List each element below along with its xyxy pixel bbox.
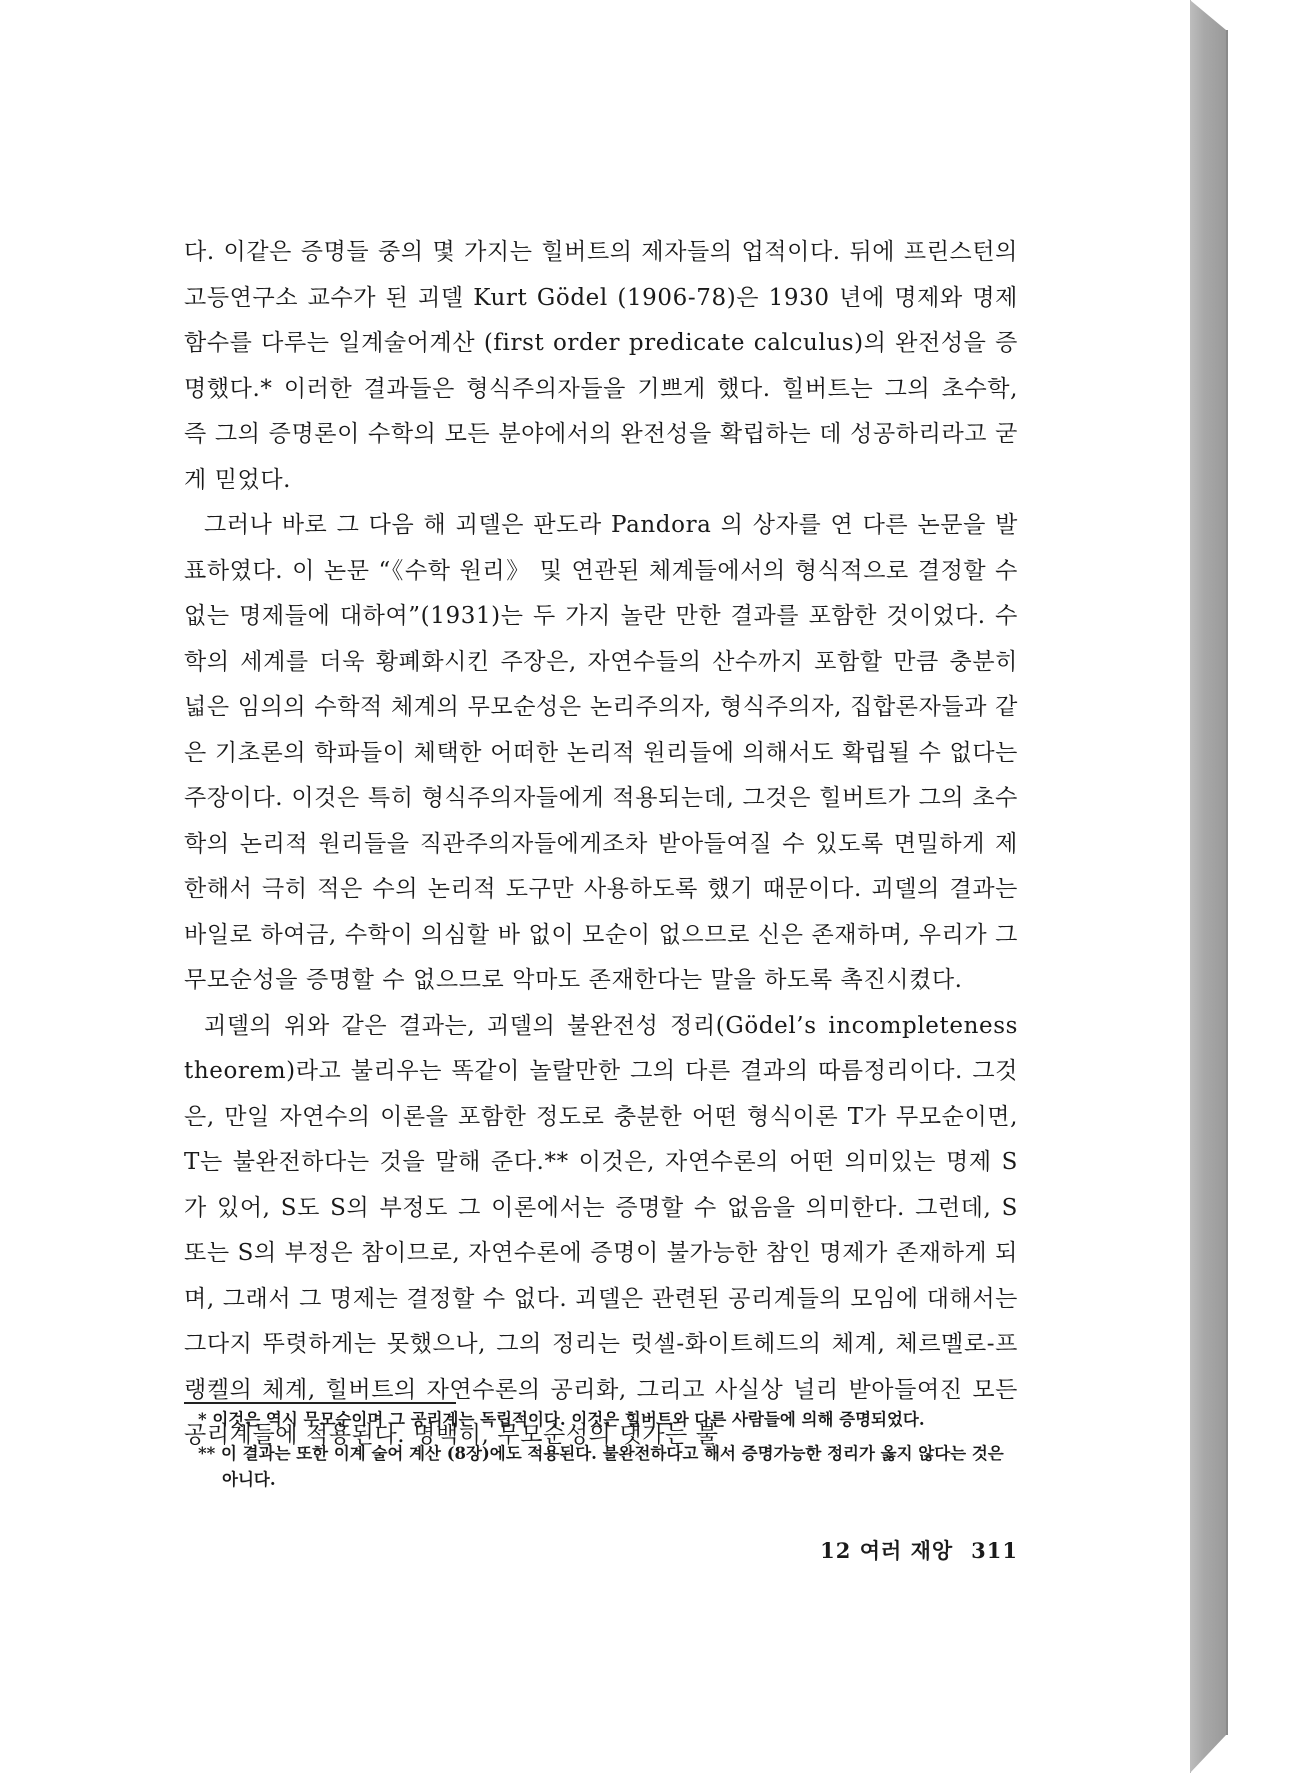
running-footer	[808, 1535, 1018, 1565]
chapter-title: 12 여러 재앙	[820, 1538, 954, 1563]
paragraph-1: 다. 이같은 증명들 중의 몇 가지는 힐버트의 제자들의 업적이다. 뒤에 프린스턴의 고등연구소 교수가 된 괴델 Kurt Gödel (1906-78)은 1930 년에 명제와 명제함수를 다루는 일계술어계산 (first order predicate calculus)의 완전성을 증명했다.* 이러한 결과들은 형식주의자들을 기쁘게 했다. 힐버트는 그의 초수학, 즉 그의 증명론이 수학의 모든 분야에서의 완전성을 확립하는 데 성공하리라고 굳게 믿었다.	[184, 239, 1018, 493]
footnote-rule	[184, 1402, 456, 1404]
paragraph-3: 괴델의 위와 같은 결과는, 괴델의 불완전성 정리(Gödel’s incompleteness theorem)라고 불리우는 똑같이 놀랄만한 그의 다른 결과의 따름정리이다. 그것은, 만일 자연수의 이론을 포함한 정도로 충분한 어떤 형식이론 T가 무모순이면, T는 불완전하다는 것을 말해 준다.** 이것은, 자연수론의 어떤 의미있는 명제 S가 있어, S도 S의 부정도 그 이론에서는 증명할 수 없음을 의미한다. 그런데, S 또는 S의 부정은 참이므로, 자연수론에 증명이 불가능한 참인 명제가 존재하게 되며, 그래서 그 명제는 결정할 수 없다. 괴델은 관련된 공리계들의 모임에 대해서는 그다지 뚜렷하게는 못했으나, 그의 정리는 럿셀-화이트헤드의 체계, 체르멜로-프랭켈의 체계, 힐버트의 자연수론의 공리화, 그리고 사실상 널리 받아들여진 모든 공리계들에 적용된다. 명백히, 무모순성의 댓가는 불	[184, 1012, 1018, 1448]
paragraph-2: 그러나 바로 그 다음 해 괴델은 판도라 Pandora 의 상자를 연 다른 논문을 발표하였다. 이 논문 “《수학 원리》 및 연관된 체계들에서의 형식적으로 결정할 수 없는 명제들에 대하여”(1931)는 두 가지 놀란 만한 결과를 포함한 것이었다. 수학의 세계를 더욱 황폐화시킨 주장은, 자연수들의 산수까지 포함할 만큼 충분히 넓은 임의의 수학적 체계의 무모순성은 논리주의자, 형식주의자, 집합론자들과 같은 기초론의 학파들이 체택한 어떠한 논리적 원리들에 의해서도 확립될 수 없다는 주장이다. 이것은 특히 형식주의자들에게 적용되는데, 그것은 힐버트가 그의 초수학의 논리적 원리들을 직관주의자들에게조차 받아들여질 수 있도록 면밀하게 제한해서 극히 적은 수의 논리적 도구만 사용하도록 했기 때문이다. 괴델의 결과는 바일로 하여금, 수학이 의심할 바 없이 모순이 없으므로 신은 존재하며, 우리가 그 무모순성을 증명할 수 없으므로 악마도 존재한다는 말을 하도록 촉진시켰다.	[184, 512, 1018, 993]
page-edge-line	[1226, 30, 1228, 1735]
page-number: 311	[971, 1538, 1018, 1563]
footnotes	[184, 1407, 1018, 1501]
footnote-2: ** 이 결과는 또한 이계 술어 계산 (8장)에도 적용된다. 불완전하다고 해서 증명가능한 정리가 옳지 않다는 것은 아니다.	[198, 1444, 1004, 1489]
footnote-1: * 이것은 역시 무모순이며 그 공리계는 독립적이다. 이것은 힐버트와 다른 사람들에 의해 증명되었다.	[198, 1410, 925, 1429]
body-text	[184, 230, 1018, 1459]
page-edge-shadow	[1190, 0, 1226, 1773]
